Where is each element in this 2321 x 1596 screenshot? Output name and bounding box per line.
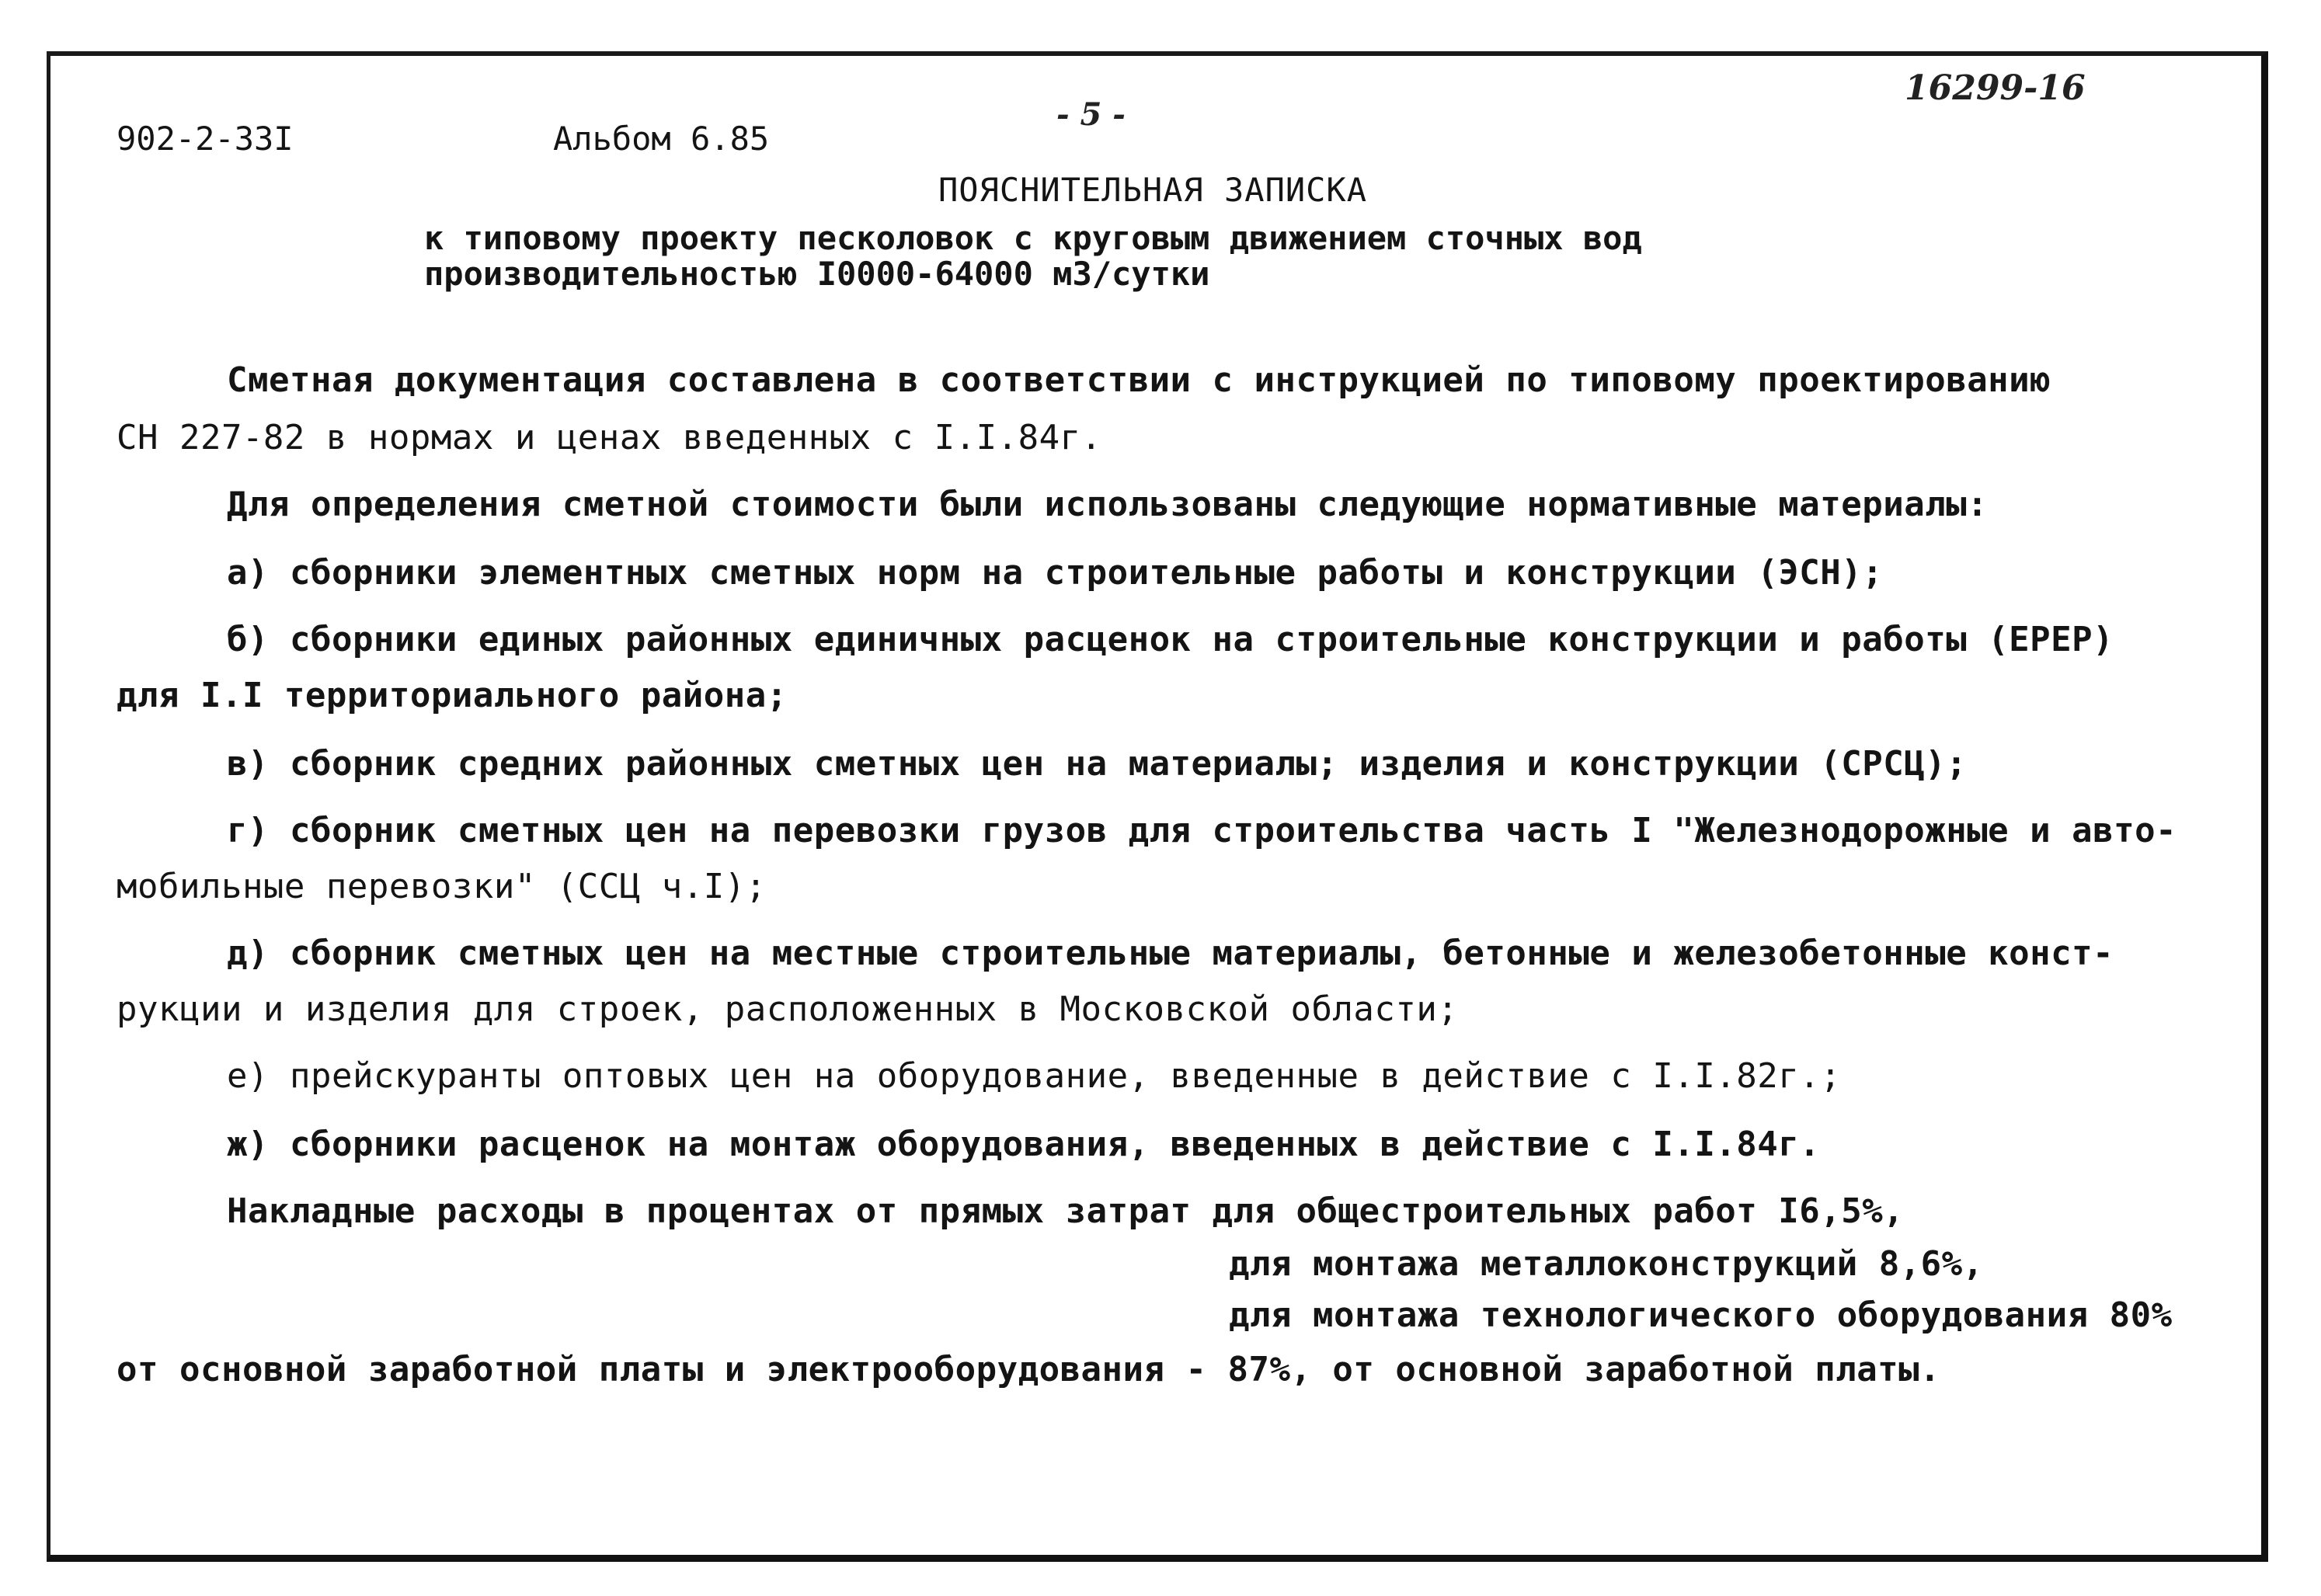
list-item-b-line-2: для I.I территориального района; (117, 676, 788, 715)
list-item-a: а) сборники элементных сметных норм на строительные работы и конструкции (ЭСН); (227, 553, 1884, 593)
paragraph-intro-line-1: Сметная документация составлена в соответствии с инструкцией по типовому проектированию (227, 360, 2051, 400)
overhead-line-1: Накладные расходы в процентах от прямых затрат для общестроительных работ I6,5%, (227, 1191, 1905, 1231)
list-item-b-line-1: б) сборники единых районных единичных расценок на строительные конструкции и работы (ЕРЕР) (227, 620, 2114, 659)
overhead-line-4: от основной заработной платы и электрооборудования - 87%, от основной заработной платы. (117, 1350, 1941, 1389)
paragraph-materials-lead: Для определения сметной стоимости были использованы следующие нормативные материалы: (227, 485, 1989, 524)
list-item-v: в) сборник средних районных сметных цен на материалы; изделия и конструкции (СРСЦ); (227, 744, 1968, 784)
paragraph-intro-line-2: СН 227-82 в нормах и ценах введенных с I.I.84г. (117, 418, 1102, 457)
list-item-g-line-1: г) сборник сметных цен на перевозки грузов для строительства часть I "Железнодорожные и авто- (227, 811, 2177, 850)
document-code: 902-2-33I (117, 120, 294, 158)
subtitle-line-2: производительностью I0000-64000 м3/сутки (424, 255, 1210, 293)
overhead-line-2: для монтажа металлоконструкций 8,6%, (1229, 1244, 1984, 1284)
page-number: - 5 - (1056, 96, 1126, 133)
page-title: ПОЯСНИТЕЛЬНАЯ ЗАПИСКА (938, 171, 1368, 209)
list-item-e: е) прейскуранты оптовых цен на оборудование, введенные в действие с I.I.82г.; (227, 1056, 1842, 1096)
list-item-zh: ж) сборники расценок на монтаж оборудования, введенных в действие с I.I.84г. (227, 1125, 1821, 1164)
overhead-line-3: для монтажа технологического оборудования 80% (1229, 1295, 2173, 1335)
list-item-g-line-2: мобильные перевозки" (ССЦ ч.I); (117, 867, 767, 906)
subtitle-line-1: к типовому проекту песколовок с круговым движением сточных вод (424, 219, 1642, 257)
inventory-number: 16299-16 (1905, 68, 2086, 108)
album-label: Альбом 6.85 (553, 120, 770, 158)
list-item-d-line-2: рукции и изделия для строек, расположенных в Московской области; (117, 989, 1459, 1029)
list-item-d-line-1: д) сборник сметных цен на местные строительные материалы, бетонные и железобетонные конст- (227, 934, 2114, 973)
